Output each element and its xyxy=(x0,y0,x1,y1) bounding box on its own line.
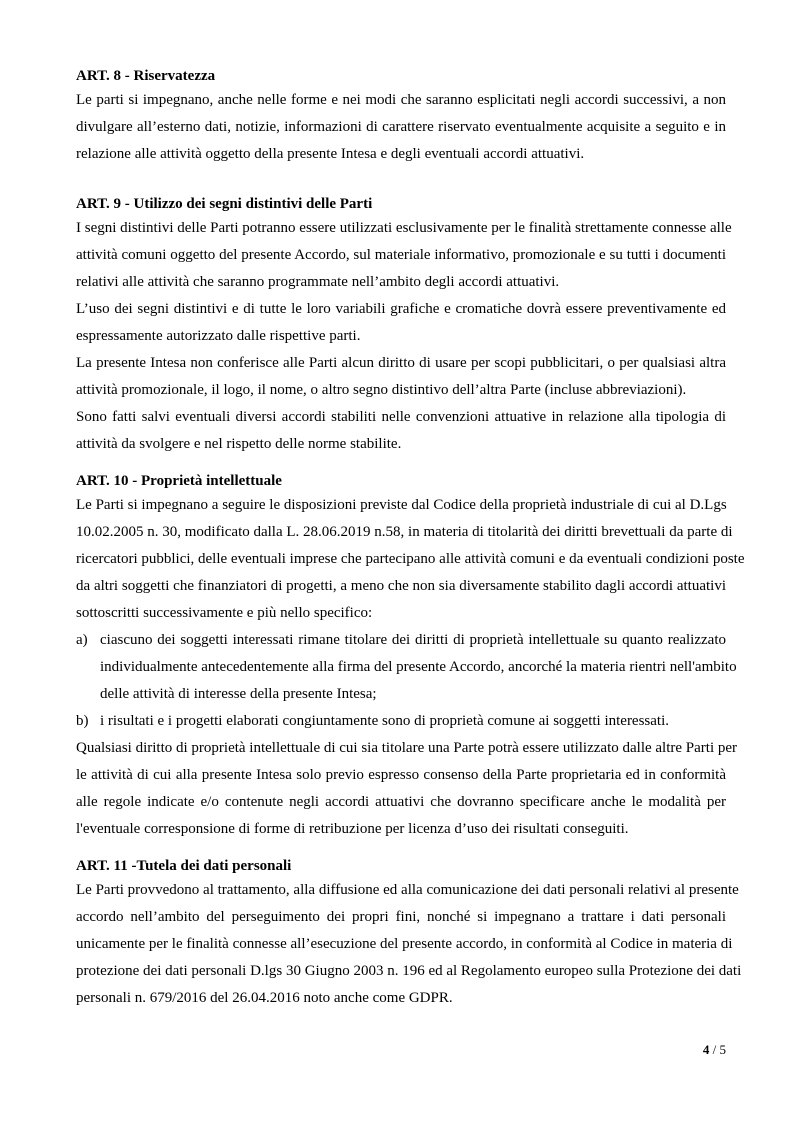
list-item-b xyxy=(76,708,726,735)
article-8-title: ART. 8 - Riservatezza xyxy=(76,68,216,84)
article-10-line: da altri soggetti che finanziatori di progetti, a meno che non sia diversamente stabilito dagli accordi attuativi xyxy=(76,578,726,594)
list-item-text: delle attività di interesse della presente Intesa; xyxy=(100,686,377,702)
article-11-line: unicamente per le finalità connesse all’esecuzione del presente accordo, in conformità al Codice in materia di xyxy=(76,936,733,952)
article-10-line: l'eventuale corresponsione di forme di retribuzione per licenza d’uso dei risultati conseguiti. xyxy=(76,821,629,837)
article-10 xyxy=(76,470,745,843)
article-9-title: ART. 9 - Utilizzo dei segni distintivi delle Parti xyxy=(76,196,373,212)
article-9 xyxy=(76,193,732,458)
article-8-line: Le parti si impegnano, anche nelle forme e nei modi che saranno esplicitati negli accordi successivi, a non xyxy=(76,92,726,108)
total-pages: / 5 xyxy=(712,1042,726,1057)
article-9-line: attività comuni oggetto del presente Accordo, sul materiale informativo, promozionale e su tutti i documenti xyxy=(76,247,726,263)
article-11-title: ART. 11 -Tutela dei dati personali xyxy=(76,858,292,874)
article-9-line: attività da svolgere e nel rispetto delle norme stabilite. xyxy=(76,436,402,452)
list-item-text: i risultati e i progetti elaborati congiuntamente sono di proprietà comune ai soggetti interessati. xyxy=(100,713,670,729)
article-11-line: accordo nell’ambito del perseguimento dei propri fini, nonché si impegnano a trattare i dati personali xyxy=(76,909,726,925)
list-marker: b) xyxy=(76,713,89,729)
article-9-line: L’uso dei segni distintivi e di tutte le loro variabili grafiche e cromatiche dovrà essere preventivamente ed xyxy=(76,301,726,317)
article-10-line: alle regole indicate e/o contenute negli accordi attuativi che dovranno specificare anche le modalità per xyxy=(76,794,726,810)
article-9-line: attività promozionale, il logo, il nome, o altro segno distintivo dell’altra Parte (incluse abbreviazioni). xyxy=(76,382,687,398)
article-11-line: personali n. 679/2016 del 26.04.2016 noto anche come GDPR. xyxy=(76,990,453,1006)
article-8-line: divulgare all’esterno dati, notizie, informazioni di carattere riservato eventualmente acquisite a seguito e in xyxy=(76,119,726,135)
list-item-a xyxy=(76,627,726,654)
article-11 xyxy=(76,855,742,1012)
current-page: 4 xyxy=(702,1042,710,1057)
article-8-line: relazione alle attività oggetto della presente Intesa e degli eventuali accordi attuativi. xyxy=(76,146,585,162)
list-item-text: ciascuno dei soggetti interessati rimane titolare dei diritti di proprietà intellettuale su quanto realizzato xyxy=(100,632,726,648)
article-10-line: ricercatori pubblici, delle eventuali imprese che partecipano alle attività comuni e da eventuali condizioni poste xyxy=(76,551,745,567)
article-11-line: Le Parti provvedono al trattamento, alla diffusione ed alla comunicazione dei dati personali relativi al presente xyxy=(76,882,739,898)
article-8 xyxy=(76,65,726,168)
article-9-line: relativi alle attività che saranno programmate nell’ambito degli accordi attuativi. xyxy=(76,274,560,290)
article-9-line: I segni distintivi delle Parti potranno essere utilizzati esclusivamente per le finalità strettamente connesse alle xyxy=(76,220,732,236)
list-marker: a) xyxy=(76,632,88,648)
list-item-text: individualmente antecedentemente alla firma del presente Accordo, ancorché la materia rientri nell'ambito xyxy=(100,659,737,675)
article-10-line: Qualsiasi diritto di proprietà intellettuale di cui sia titolare una Parte potrà essere utilizzato dalle altre Parti per xyxy=(76,740,738,756)
article-10-line: Le Parti si impegnano a seguire le disposizioni previste dal Codice della proprietà industriale di cui al D.Lgs xyxy=(76,497,727,513)
article-11-line: protezione dei dati personali D.lgs 30 Giugno 2003 n. 196 ed al Regolamento europeo sulla Protezione dei dati xyxy=(76,963,742,979)
article-9-line: espressamente autorizzato dalle rispettive parti. xyxy=(76,328,361,344)
article-10-line: sottoscritti successivamente e più nello specifico: xyxy=(76,605,373,621)
page-number xyxy=(672,1042,726,1058)
article-9-line: Sono fatti salvi eventuali diversi accordi stabiliti nelle convenzioni attuative in relazione alla tipologia di xyxy=(76,409,726,425)
article-10-line: 10.02.2005 n. 30, modificato dalla L. 28.06.2019 n.58, in materia di titolarità dei diritti brevettuali da parte di xyxy=(76,524,733,540)
article-9-line: La presente Intesa non conferisce alle Parti alcun diritto di usare per scopi pubblicitari, o per qualsiasi altra xyxy=(76,355,726,371)
article-10-title: ART. 10 - Proprietà intellettuale xyxy=(76,473,282,489)
article-10-line: le attività di cui alla presente Intesa solo previo espresso consenso della Parte proprietaria ed in conformità xyxy=(76,767,726,783)
